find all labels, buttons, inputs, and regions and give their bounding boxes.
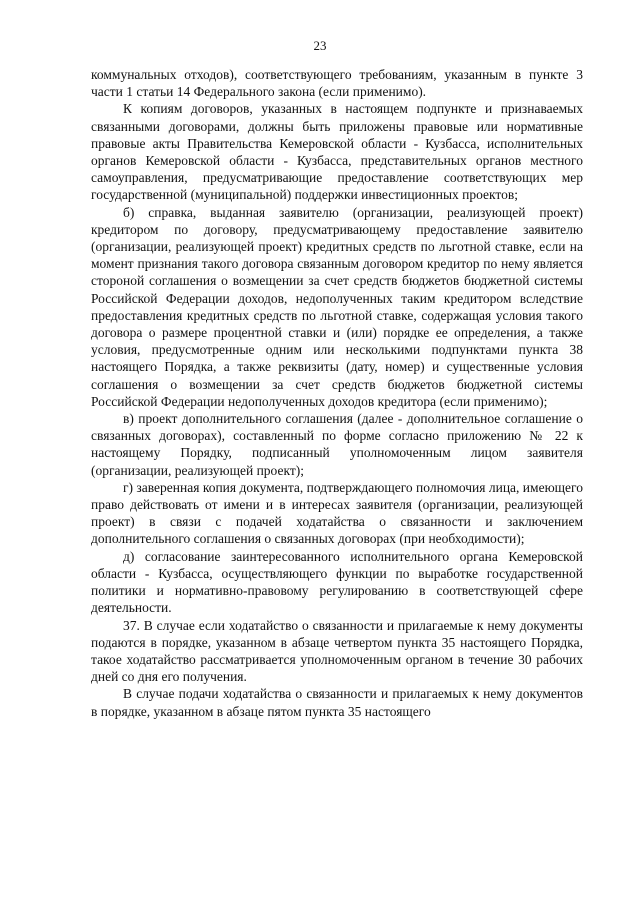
document-body <box>91 66 583 720</box>
paragraph-37: 37. В случае если ходатайство о связанности и прилагаемые к нему документы подаются в порядке, указанном в абзаце четвертом пункта 35 настоящего Порядка, такое ходатайство рассматривается уполномоченным органом в течение 30 рабочих дней со дня его получения. <box>91 617 583 685</box>
paragraph-item-d: д) согласование заинтересованного исполнительного органа Кемеровской области - Кузбасса, осуществляющего функции по выработке государственной политики и нормативно-правовому регулированию в соответствующей сфере деятельности. <box>91 548 583 616</box>
paragraph-item-g: г) заверенная копия документа, подтверждающего полномочия лица, имеющего право действовать от имени и в интересах заявителя (организации, реализующей проект) в связи с подачей ходатайства о связанности и заключением дополнительного соглашения о связанных договорах (при необходимости); <box>91 479 583 547</box>
paragraph-37-continuation: В случае подачи ходатайства о связанности и прилагаемых к нему документов в порядке, указанном в абзаце пятом пункта 35 настоящего <box>91 686 583 719</box>
paragraph-item-v: в) проект дополнительного соглашения (далее - дополнительное соглашение о связанных договорах), составленный по форме согласно приложению № 22 к настоящему Порядку, подписанный уполномоченным лицом заявителя (организации, реализующей проект); <box>91 411 583 478</box>
page-number: 23 <box>313 38 327 53</box>
paragraph-continuation: коммунальных отходов), соответствующего требованиям, указанным в пункте 3 части 1 статьи 14 Федерального закона (если применимо). <box>91 67 583 100</box>
paragraph-item-b: б) справка, выданная заявителю (организации, реализующей проект) кредитором по договору, предусматривающему предоставление заявителю (организации, реализующей проект) кредитных средств по льготной ставке, если на момент признания такого договора связанным договором кредитор по нему является стороной соглашения о возмещении за счет средств бюджетов бюджетной системы Российской Федерации доходов, недополученных таким кредитором вследствие предоставления кредитных средств по льготной ставке, содержащая условия такого договора о размере процентной ставки и (или) порядке ее определения, а также условия, предусмотренные одним или несколькими подпунктами пункта 38 настоящего Порядка, а также реквизиты (дату, номер) и существенные условия соглашения о возмещении за счет средств бюджетов бюджетной системы Российской Федерации недополученных доходов кредитора (если применимо); <box>91 204 583 409</box>
paragraph-contract-copies: К копиям договоров, указанных в настоящем подпункте и признаваемых связанными договорами, должны быть приложены правовые или нормативные правовые акты Правительства Кемеровской области - Кузбасса, исполнительных органов Кемеровской области - Кузбасса, представительных органов местного самоуправления, предусматривающие предоставление соответствующих мер государственной (муниципальной) поддержки инвестиционных проектов; <box>91 101 583 203</box>
